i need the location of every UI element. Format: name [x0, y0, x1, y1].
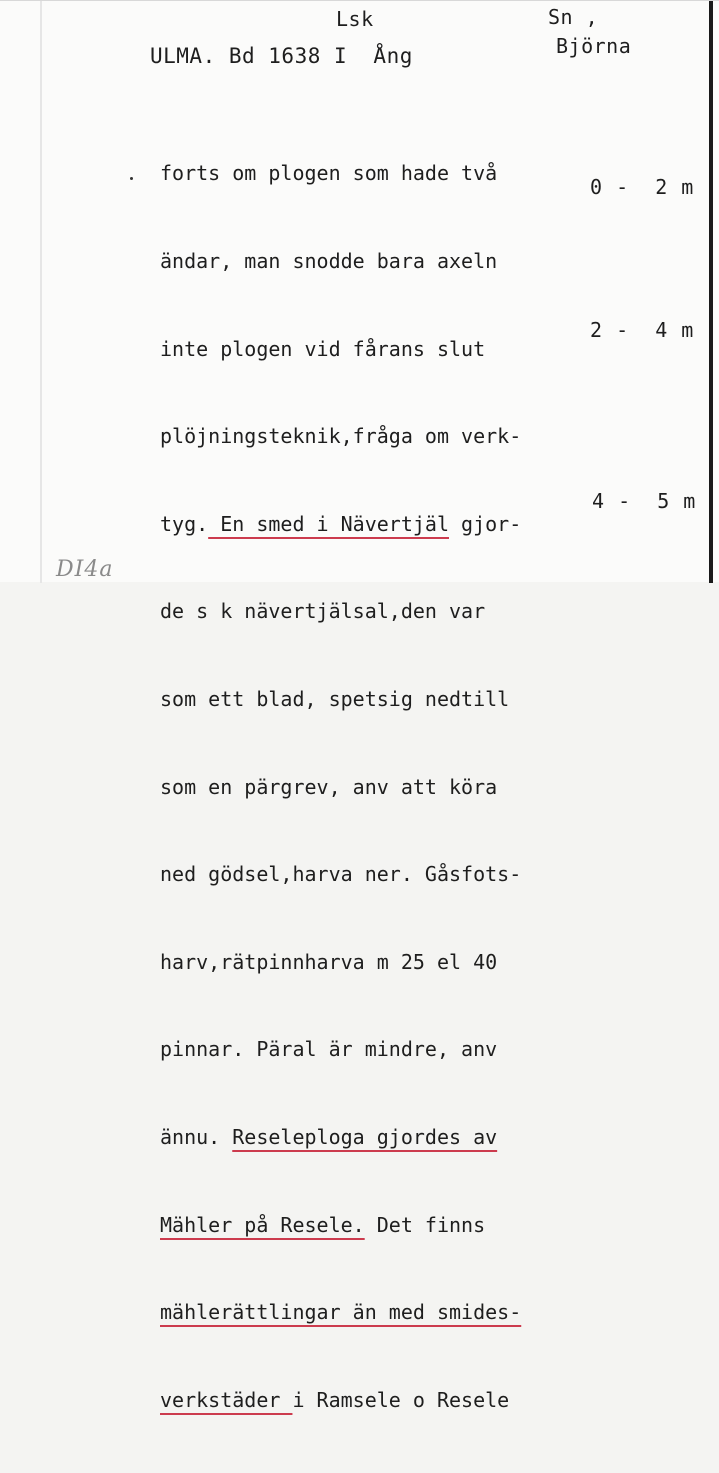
- body-line: forts om plogen som hade två: [160, 161, 498, 186]
- archive-reference: ULMA. Bd 1638 I Ång: [150, 44, 413, 68]
- parish-name: Björna: [556, 34, 632, 58]
- body-line: inte plogen vid fårans slut: [160, 336, 486, 361]
- body-line-underlined: Mähler på Resele. Det finns: [160, 1212, 486, 1237]
- depth-range: 2 - 4 m: [590, 318, 695, 342]
- catalog-stamp: DI4a: [56, 557, 114, 582]
- card-right-edge: [709, 1, 713, 583]
- body-line: ändar, man snodde bara axeln: [160, 249, 498, 273]
- underlined-phrase: En smed i Nävertjäl: [208, 511, 449, 536]
- margin-dot: [130, 177, 133, 180]
- body-line-underlined: [160, 1298, 521, 1327]
- body-line-underlined: verkstäder i Ramsele o Resele: [160, 1387, 510, 1412]
- body-line: som en pärgrev, anv att köra: [160, 774, 498, 799]
- parish-label: Sn ,: [548, 5, 599, 29]
- body-line: pinnar. Päral är mindre, anv: [160, 1037, 498, 1062]
- underlined-phrase: Reseleploga gjordes av: [232, 1124, 498, 1149]
- depth-range: 4 - 5 m: [592, 489, 697, 513]
- body-line-underlined: tyg. En smed i Nävertjäl gjor-: [160, 511, 522, 536]
- card-left-edge: [40, 1, 42, 583]
- card-body: [160, 101, 521, 1473]
- depth-range: 0 - 2 m: [590, 175, 695, 199]
- underlined-phrase: verkstäder: [160, 1387, 293, 1412]
- underlined-phrase: Mähler på Resele.: [160, 1212, 365, 1237]
- body-line: plöjningsteknik,fråga om verk-: [160, 424, 522, 449]
- body-line: harv,rätpinnharva m 25 el 40: [160, 949, 498, 974]
- body-line: de s k nävertjälsal,den var: [160, 599, 486, 624]
- body-line: ned gödsel,harva ner. Gåsfots-: [160, 862, 522, 887]
- topic-code: Lsk: [336, 7, 374, 31]
- body-line-underlined: ännu. Reseleploga gjordes av: [160, 1124, 498, 1149]
- body-line: som ett blad, spetsig nedtill: [160, 686, 510, 711]
- underlined-phrase: mählerättlingar än med smides-: [160, 1300, 522, 1325]
